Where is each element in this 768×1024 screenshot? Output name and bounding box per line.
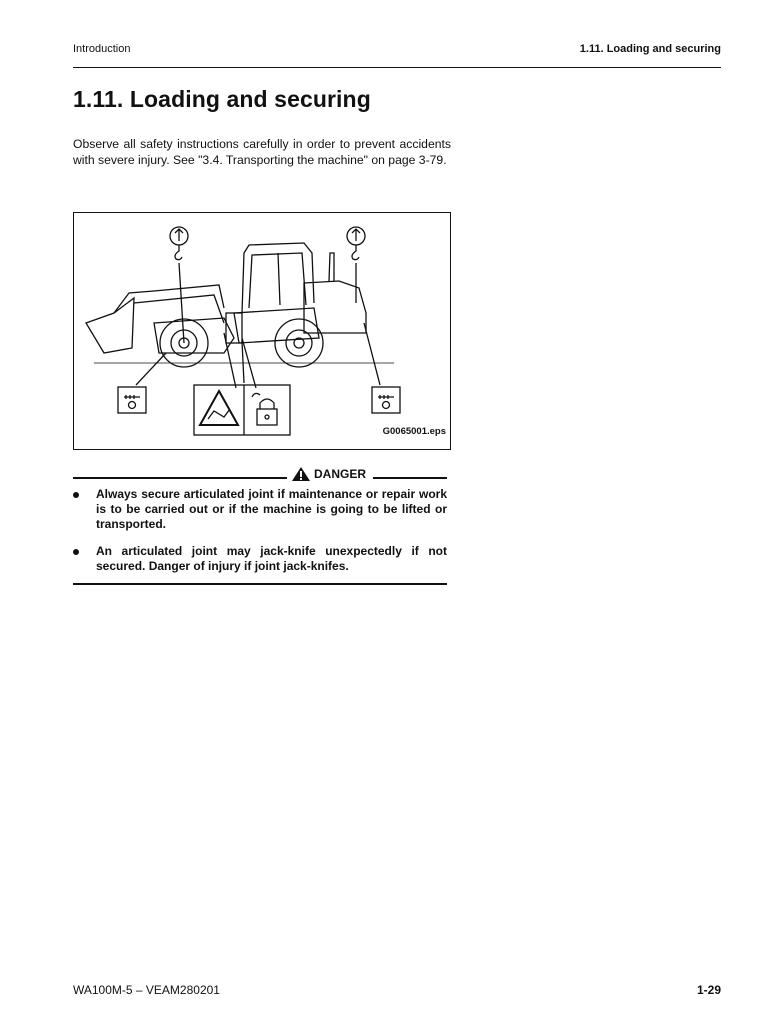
header-rule [73, 67, 721, 68]
tie-down-icon [372, 387, 400, 413]
articulation-lock-icon [252, 393, 277, 425]
danger-label [291, 466, 366, 482]
danger-list [73, 487, 447, 586]
wheel-loader-illustration [74, 213, 450, 449]
tie-down-icon [118, 387, 146, 413]
page-title: 1.11. Loading and securing [73, 86, 371, 112]
loader-figure [73, 212, 451, 450]
danger-label-text: DANGER [314, 467, 367, 481]
rear-wheel [275, 319, 323, 367]
list-item [73, 487, 447, 532]
bullet-icon [73, 492, 79, 498]
lifting-hook-icon [347, 227, 365, 260]
danger-item-text: An articulated joint may jack-knife unexpectedly if not secured. Danger of injury if joint jack-knifes. [96, 544, 447, 573]
header-chapter: 1.11. Loading and securing [579, 43, 721, 55]
intro-paragraph: Observe all safety instructions carefully in order to prevent accidents with severe injury. See "3.4. Transporting the machine" on page 3-79. [73, 137, 451, 167]
warning-label [194, 385, 290, 435]
list-item [73, 544, 447, 574]
warning-triangle-icon [291, 466, 311, 482]
footer-doc-id: WA100M-5 – VEAM280201 [73, 983, 220, 997]
lifting-hook-icon [170, 227, 188, 260]
bullet-icon [73, 549, 79, 555]
danger-item-text: Always secure articulated joint if maintenance or repair work is to be carried out or if the machine is going to be lifted or transported. [96, 487, 447, 531]
wheel-loader [86, 243, 366, 383]
danger-end-rule [73, 583, 447, 585]
footer-page-number: 1-29 [696, 983, 721, 997]
figure-caption: G0065001.eps [382, 426, 446, 437]
danger-header [73, 466, 447, 482]
warning-crush-icon [200, 391, 238, 425]
header-section: Introduction [73, 43, 131, 55]
